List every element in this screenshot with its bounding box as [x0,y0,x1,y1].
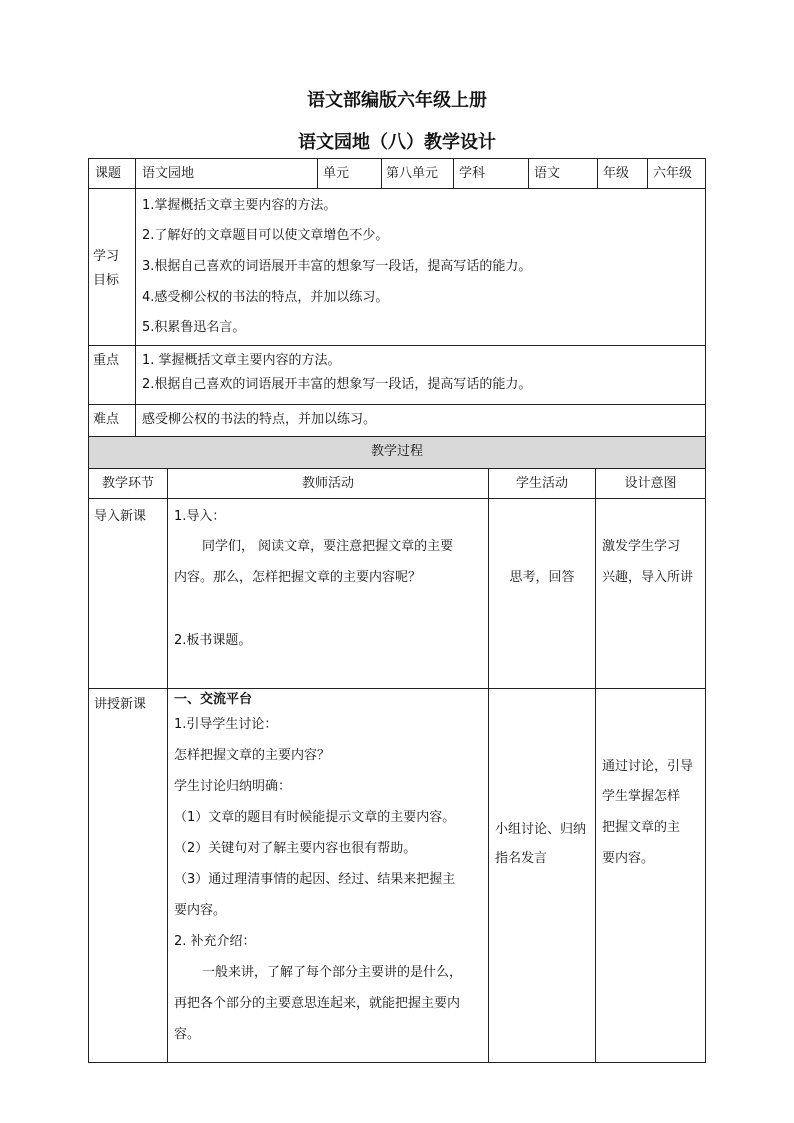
section2-intent-line: 把握文章的主 [602,820,681,835]
section2-intent-line: 要内容。 [602,851,655,866]
section1-teacher-line: 同学们， 阅读文章，要注意把握文章的主要 [202,539,454,554]
objectives-label-1: 学习 [93,249,120,264]
grade-value: 六年级 [653,166,693,181]
objective-item: 2.了解好的文章题目可以使文章增色不少。 [142,228,389,243]
col-intent: 设计意图 [624,476,677,491]
cell-objectives-label [88,188,136,346]
col-teacher: 教师活动 [301,476,354,491]
section2-intent-cell [595,688,706,1063]
lesson-value: 语文园地 [142,166,195,181]
col-student: 学生活动 [515,476,568,491]
unit-label: 单元 [323,166,350,181]
col-stage: 教学环节 [101,476,154,491]
section2-heading: 一、交流平台 [174,692,253,707]
section1-intent-cell [595,498,706,689]
section2-teacher-line: （2）关键句对了解主要内容也很有帮助。 [174,841,417,856]
section2-student-line: 小组讨论、归纳 [495,822,587,837]
objective-item: 4.感受柳公权的书法的特点，并加以练习。 [142,290,389,305]
section2-teacher-line: 1.引导学生讨论： [174,717,278,732]
objective-item: 3.根据自己喜欢的词语展开丰富的想象写一段话，提高写话的能力。 [142,259,532,274]
section1-teacher-line: 1.导入： [174,509,226,524]
keypoint-item: 1. 掌握概括文章主要内容的方法。 [142,353,341,368]
section2-teacher-line: （3）通过理清事情的起因、经过、结果来把握主 [174,872,456,887]
section2-student-cell [488,688,596,1063]
subject-label: 学科 [459,166,486,181]
section2-teacher-line: 2. 补充介绍： [174,934,256,949]
section2-stage-cell [88,688,168,1063]
document-title: 语文部编版六年级上册 [307,90,487,111]
section1-teacher-line: 2.板书课题。 [174,633,252,648]
section1-stage: 导入新课 [94,509,147,524]
lesson-label: 课题 [95,166,122,181]
difficulty-text: 感受柳公权的书法的特点，并加以练习。 [142,412,377,427]
section2-student-line: 指名发言 [495,851,548,866]
objective-item: 5.积累鲁迅名言。 [142,320,246,335]
section1-intent-line: 兴趣，导入所讲 [602,570,694,585]
unit-value: 第八单元 [386,166,439,181]
section1-student-cell [488,498,596,689]
section2-teacher-line: 要内容。 [174,903,227,918]
section2-intent-line: 通过讨论，引导 [602,759,694,774]
section2-stage: 讲授新课 [94,697,147,712]
section2-teacher-line: 学生讨论归纳明确： [174,779,292,794]
section2-teacher-line: （1）文章的题目有时候能提示文章的主要内容。 [174,810,456,825]
section2-teacher-line: 容。 [174,1027,201,1042]
section2-teacher-line: 一般来讲，了解了每个部分主要讲的是什么， [202,965,463,980]
objectives-label-2: 目标 [93,273,120,288]
section1-intent-line: 激发学生学习 [602,539,681,554]
section2-teacher-line: 再把各个部分的主要意思连起来，就能把握主要内 [174,996,461,1011]
difficulty-label: 难点 [93,412,120,427]
section2-teacher-line: 怎样把握文章的主要内容？ [174,748,331,763]
section1-teacher-line: 内容。那么，怎样把握文章的主要内容呢？ [174,570,422,585]
keypoints-label: 重点 [93,353,120,368]
section2-intent-line: 学生掌握怎样 [602,789,681,804]
objective-item: 1.掌握概括文章主要内容的方法。 [142,198,337,213]
grade-label: 年级 [603,166,630,181]
keypoint-item: 2.根据自己喜欢的词语展开丰富的想象写一段话，提高写话的能力。 [142,377,532,392]
subject-value: 语文 [534,166,561,181]
document-subtitle: 语文园地（八）教学设计 [298,132,496,153]
section1-student: 思考，回答 [509,570,575,585]
process-header: 教学过程 [370,444,423,459]
